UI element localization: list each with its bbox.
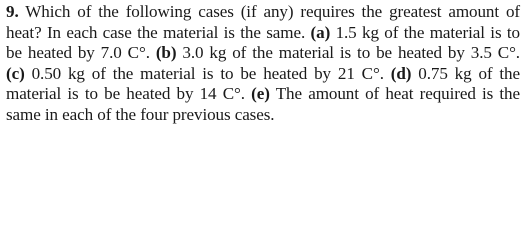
- question-text: [6, 2, 520, 126]
- question-line-1: [6, 2, 520, 23]
- question-text-segment: Which of the following cases (if any) requires the greatest amount of: [25, 2, 520, 21]
- option-label-b: (b): [155, 43, 177, 63]
- option-label-e: (e): [251, 84, 270, 104]
- option-label-d: (d): [390, 63, 412, 83]
- question-text-segment: same in each of the four previous cases.: [6, 104, 275, 124]
- question-line-2: [6, 23, 520, 44]
- question-text-segment: 3.0 kg of the material is to be heated by 3.5 C°.: [176, 43, 520, 63]
- question-line-4: [6, 64, 520, 85]
- question-text-segment: 0.75 kg of the: [411, 63, 520, 83]
- question-text-segment: 0.50 kg of the material is to be heated by 21 C°.: [24, 63, 391, 83]
- question-text-segment: The amount of heat required is the: [269, 84, 520, 104]
- question-text-segment: 1.5 kg of the material is to: [330, 22, 521, 42]
- question-number: 9.: [6, 2, 19, 21]
- question-text-segment: be heated by 7.0 C°.: [6, 43, 156, 63]
- question-line-6: [6, 105, 520, 126]
- option-label-a: (a): [310, 22, 331, 42]
- question-line-3: [6, 43, 520, 64]
- question-line-5: [6, 84, 520, 105]
- question-text-segment: heat? In each case the material is the same.: [6, 22, 311, 42]
- option-label-c: (c): [6, 63, 25, 83]
- question-text-segment: material is to be heated by 14 C°.: [6, 84, 252, 104]
